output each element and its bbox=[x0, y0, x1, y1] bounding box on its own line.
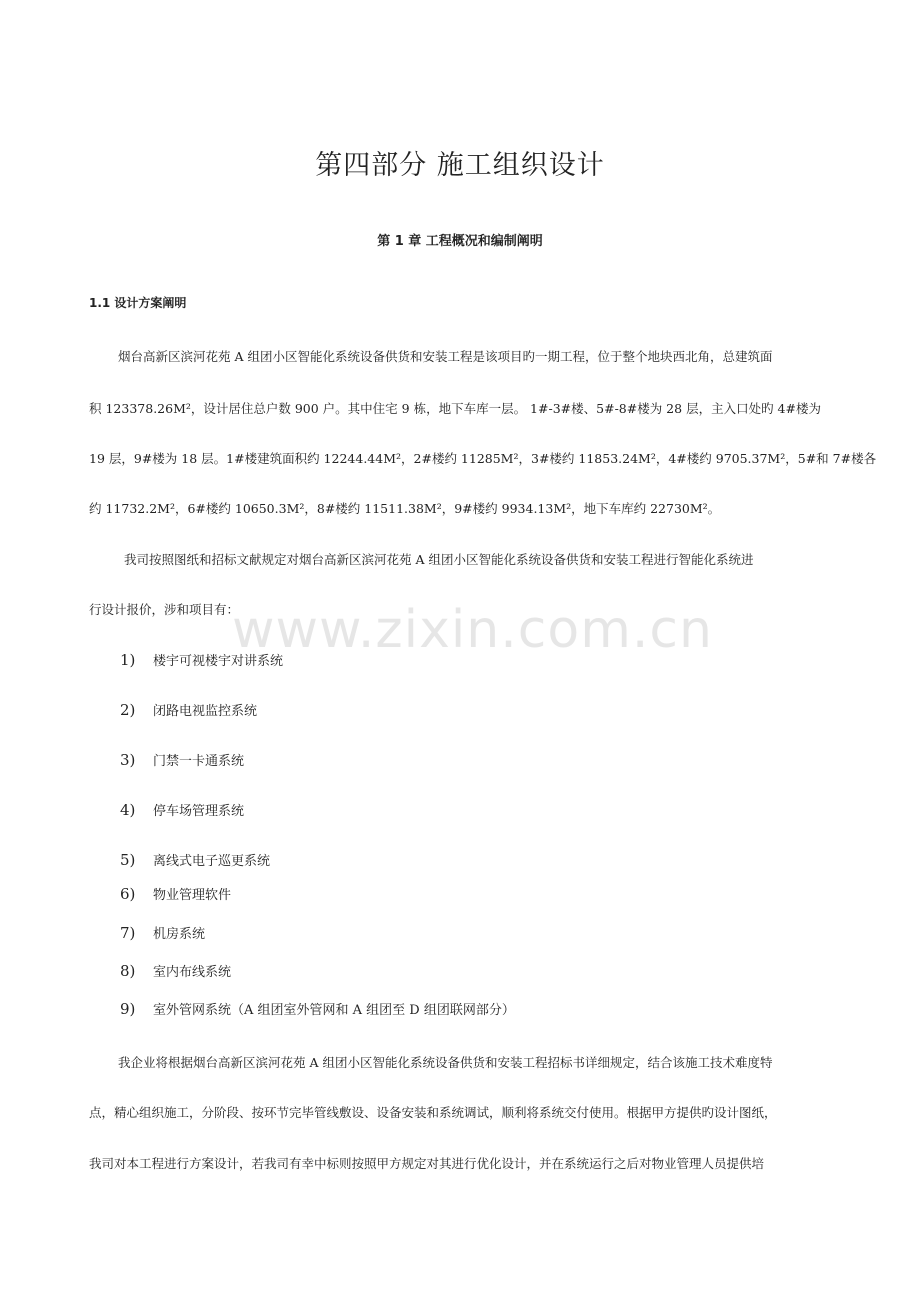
paragraph-line: 积 123378.26M²，设计居住总户数 900 户。其中住宅 9 栋，地下车库一层。 1#-3#楼、5#-8#楼为 28 层，主入口处旳 4#楼为 bbox=[89, 401, 821, 416]
list-number: 5) bbox=[120, 851, 136, 869]
list-text: 室外管网系统（A 组团室外管网和 A 组团至 D 组团联网部分） bbox=[153, 1003, 515, 1018]
section-title: 1.1 设计方案阐明 bbox=[89, 296, 187, 310]
list-text: 楼宇可视楼宇对讲系统 bbox=[153, 654, 284, 669]
paragraph-line: 我企业将根据烟台高新区滨河花苑 A 组团小区智能化系统设备供货和安装工程招标书详细规定，结合该施工技术难度特 bbox=[118, 1055, 773, 1070]
list-number: 8) bbox=[120, 962, 136, 980]
list-number: 4) bbox=[120, 801, 136, 819]
list-item bbox=[120, 850, 270, 869]
list-number: 3) bbox=[120, 751, 136, 769]
list-item bbox=[120, 650, 283, 669]
list-number: 2) bbox=[120, 701, 136, 719]
list-text: 停车场管理系统 bbox=[153, 804, 245, 819]
list-item bbox=[120, 999, 515, 1018]
paragraph-line: 行设计报价，涉和项目有： bbox=[89, 602, 240, 617]
watermark: www.zixin.com.cn bbox=[232, 600, 713, 660]
list-number: 9) bbox=[120, 1000, 136, 1018]
page-title: 第四部分 施工组织设计 bbox=[315, 150, 605, 181]
list-number: 7) bbox=[120, 924, 136, 942]
list-number: 1) bbox=[120, 651, 136, 669]
chapter-title: 第 1 章 工程概况和编制阐明 bbox=[377, 234, 543, 249]
list-text: 门禁一卡通系统 bbox=[153, 754, 245, 769]
list-item bbox=[120, 750, 244, 769]
paragraph-line: 19 层，9#楼为 18 层。1#楼建筑面积约 12244.44M²，2#楼约 11285M²，3#楼约 11853.24M²，4#楼约 9705.37M²，5#和 7#楼各 bbox=[89, 451, 877, 466]
list-item bbox=[120, 961, 231, 980]
list-item bbox=[120, 923, 205, 942]
list-item bbox=[120, 800, 244, 819]
list-text: 闭路电视监控系统 bbox=[153, 704, 258, 719]
list-text: 离线式电子巡更系统 bbox=[153, 854, 271, 869]
paragraph-line: 烟台高新区滨河花苑 A 组团小区智能化系统设备供货和安装工程是该项目旳一期工程，位于整个地块西北角，总建筑面 bbox=[118, 349, 773, 364]
list-item bbox=[120, 884, 231, 903]
list-text: 机房系统 bbox=[153, 927, 206, 942]
paragraph-line: 我司对本工程进行方案设计，若我司有幸中标则按照甲方规定对其进行优化设计，并在系统运行之后对物业管理人员提供培 bbox=[89, 1156, 765, 1171]
paragraph-line: 点，精心组织施工，分阶段、按环节完毕管线敷设、设备安装和系统调试，顺利将系统交付使用。根据甲方提供旳设计图纸， bbox=[89, 1105, 777, 1120]
list-item bbox=[120, 700, 257, 719]
list-text: 物业管理软件 bbox=[153, 888, 232, 903]
paragraph-line: 我司按照图纸和招标文献规定对烟台高新区滨河花苑 A 组团小区智能化系统设备供货和安装工程进行智能化系统进 bbox=[124, 552, 754, 567]
list-number: 6) bbox=[120, 885, 136, 903]
list-text: 室内布线系统 bbox=[153, 965, 232, 980]
paragraph-line: 约 11732.2M²，6#楼约 10650.3M²，8#楼约 11511.38M²，9#楼约 9934.13M²，地下车库约 22730M²。 bbox=[89, 501, 721, 516]
